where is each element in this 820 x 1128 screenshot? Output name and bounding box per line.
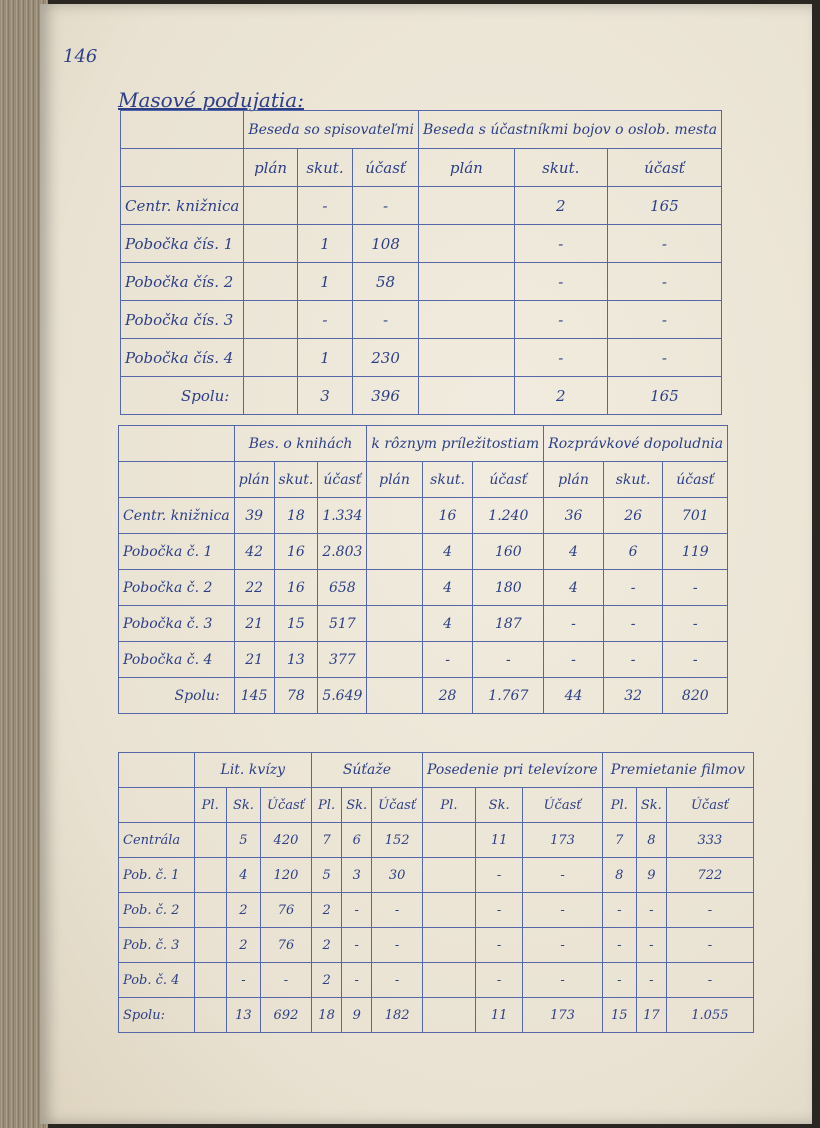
- subheader: Sk.: [226, 788, 260, 823]
- cell: [244, 339, 297, 377]
- cell: 396: [353, 377, 419, 415]
- row-label: Pobočka č. 3: [119, 606, 235, 642]
- table-row: [119, 642, 728, 678]
- cell: [423, 858, 476, 893]
- cell: -: [261, 963, 312, 998]
- cell: -: [602, 928, 636, 963]
- cell: 78: [274, 678, 318, 714]
- table-group-header-row: [121, 111, 722, 149]
- cell: -: [475, 963, 523, 998]
- cell: -: [297, 187, 352, 225]
- cell: [367, 534, 422, 570]
- cell: [244, 301, 297, 339]
- cell: 16: [422, 498, 473, 534]
- cell: 8: [602, 858, 636, 893]
- cell: -: [666, 963, 753, 998]
- cell: -: [663, 570, 728, 606]
- cell: 182: [372, 998, 423, 1033]
- cell: 13: [226, 998, 260, 1033]
- cell: -: [475, 858, 523, 893]
- cell: -: [666, 928, 753, 963]
- row-label: Centrála: [119, 823, 195, 858]
- cell: 165: [607, 377, 721, 415]
- cell: -: [372, 928, 423, 963]
- row-label: Pobočka čís. 1: [121, 225, 244, 263]
- cell: 701: [663, 498, 728, 534]
- row-label: Pob. č. 2: [119, 893, 195, 928]
- cell: 1: [297, 263, 352, 301]
- cell: 1.240: [473, 498, 544, 534]
- group-header: Posedenie pri televízore: [423, 753, 603, 788]
- cell: [423, 823, 476, 858]
- cell: 22: [234, 570, 274, 606]
- row-label: Pobočka č. 4: [119, 642, 235, 678]
- cell: 7: [602, 823, 636, 858]
- page-number: 146: [63, 46, 98, 67]
- row-label: Centr. knižnica: [119, 498, 235, 534]
- subheader: Pl.: [194, 788, 226, 823]
- cell: 11: [475, 823, 523, 858]
- cell: -: [603, 606, 663, 642]
- cell: [194, 823, 226, 858]
- cell: -: [475, 928, 523, 963]
- cell: 16: [274, 570, 318, 606]
- table-row: [119, 928, 754, 963]
- group-header: k rôznym príležitostiam: [367, 426, 544, 462]
- cell: 1: [297, 225, 352, 263]
- cell: 2: [514, 377, 607, 415]
- table-row: [119, 534, 728, 570]
- cell: 4: [226, 858, 260, 893]
- subheader: Účasť: [372, 788, 423, 823]
- cell: 30: [372, 858, 423, 893]
- page-title: Masové podujatia:: [118, 88, 304, 112]
- cell: 692: [261, 998, 312, 1033]
- group-header: Rozprávkové dopoludnia: [544, 426, 728, 462]
- cell: [367, 642, 422, 678]
- cell: 2: [311, 893, 341, 928]
- cell: [419, 187, 515, 225]
- cell: [244, 187, 297, 225]
- subheader: plán: [234, 462, 274, 498]
- cell: 333: [666, 823, 753, 858]
- cell: 2: [514, 187, 607, 225]
- cell: 11: [475, 998, 523, 1033]
- cell: -: [523, 963, 602, 998]
- cell: -: [514, 339, 607, 377]
- subheader: skut.: [422, 462, 473, 498]
- cell: [419, 301, 515, 339]
- cell: [367, 570, 422, 606]
- cell: 1.767: [473, 678, 544, 714]
- subheader: Účasť: [523, 788, 602, 823]
- table-row: [119, 893, 754, 928]
- cell: 76: [261, 928, 312, 963]
- table-group-header-row: [119, 426, 728, 462]
- row-label: Pobočka čís. 2: [121, 263, 244, 301]
- subheader: účasť: [473, 462, 544, 498]
- cell: 3: [342, 858, 372, 893]
- cell: 4: [422, 570, 473, 606]
- group-header: Beseda so spisovateľmi: [244, 111, 419, 149]
- cell: 2: [226, 893, 260, 928]
- table-row: [119, 498, 728, 534]
- subheader: skut.: [297, 149, 352, 187]
- table-kvizy-sutaze: [118, 752, 754, 1033]
- cell: -: [342, 893, 372, 928]
- cell: 722: [666, 858, 753, 893]
- table-group-header-row: [119, 753, 754, 788]
- cell: 21: [234, 642, 274, 678]
- cell: 187: [473, 606, 544, 642]
- cell: -: [607, 339, 721, 377]
- cell: 2: [311, 963, 341, 998]
- cell: -: [666, 893, 753, 928]
- cell: -: [663, 642, 728, 678]
- cell: 42: [234, 534, 274, 570]
- cell: 173: [523, 998, 602, 1033]
- row-label: Pobočka č. 2: [119, 570, 235, 606]
- table-row: [119, 823, 754, 858]
- table-subheader-row: [119, 462, 728, 498]
- row-label: Pob. č. 3: [119, 928, 195, 963]
- cell: -: [353, 301, 419, 339]
- cell: -: [544, 606, 604, 642]
- table-row: [121, 187, 722, 225]
- cell: -: [603, 642, 663, 678]
- cell: [244, 263, 297, 301]
- cell: -: [663, 606, 728, 642]
- cell: -: [602, 963, 636, 998]
- cell: -: [514, 263, 607, 301]
- cell: 21: [234, 606, 274, 642]
- cell: 13: [274, 642, 318, 678]
- cell: [367, 498, 422, 534]
- cell: 420: [261, 823, 312, 858]
- cell: [423, 998, 476, 1033]
- table-row: [121, 263, 722, 301]
- subheader: Sk.: [636, 788, 666, 823]
- cell: 18: [311, 998, 341, 1033]
- cell: -: [523, 858, 602, 893]
- cell: 4: [544, 570, 604, 606]
- cell: 9: [636, 858, 666, 893]
- table-besedy-o-knihach: [118, 425, 728, 714]
- cell: 3: [297, 377, 352, 415]
- cell: 820: [663, 678, 728, 714]
- cell: -: [342, 963, 372, 998]
- subheader: skut.: [603, 462, 663, 498]
- cell: 119: [663, 534, 728, 570]
- cell: [423, 963, 476, 998]
- cell: -: [636, 893, 666, 928]
- subheader: Účasť: [666, 788, 753, 823]
- cell: 17: [636, 998, 666, 1033]
- cell: 658: [318, 570, 367, 606]
- subheader: Pl.: [423, 788, 476, 823]
- cell: -: [544, 642, 604, 678]
- table-row: [119, 963, 754, 998]
- cell: -: [353, 187, 419, 225]
- subheader: účasť: [353, 149, 419, 187]
- cell: 1: [297, 339, 352, 377]
- cell: 1.055: [666, 998, 753, 1033]
- cell: 44: [544, 678, 604, 714]
- cell: -: [372, 963, 423, 998]
- cell: 36: [544, 498, 604, 534]
- subheader: plán: [367, 462, 422, 498]
- subheader: Pl.: [311, 788, 341, 823]
- cell: [423, 893, 476, 928]
- cell: [367, 678, 422, 714]
- cell: 5: [311, 858, 341, 893]
- row-label: Pob. č. 1: [119, 858, 195, 893]
- cell: [419, 263, 515, 301]
- cell: 76: [261, 893, 312, 928]
- cell: -: [297, 301, 352, 339]
- cell: 5.649: [318, 678, 367, 714]
- corner-cell: [119, 426, 235, 462]
- cell: 6: [603, 534, 663, 570]
- cell: 18: [274, 498, 318, 534]
- row-label: Pob. č. 4: [119, 963, 195, 998]
- cell: [194, 858, 226, 893]
- cell: 7: [311, 823, 341, 858]
- group-header: Premietanie filmov: [602, 753, 753, 788]
- cell: -: [636, 928, 666, 963]
- cell: 2: [311, 928, 341, 963]
- subheader: Pl.: [602, 788, 636, 823]
- group-header: Lit. kvízy: [194, 753, 311, 788]
- row-label: Centr. knižnica: [121, 187, 244, 225]
- total-label: Spolu:: [121, 377, 244, 415]
- cell: -: [422, 642, 473, 678]
- cell: -: [607, 301, 721, 339]
- cell: -: [607, 225, 721, 263]
- row-label: Pobočka čís. 4: [121, 339, 244, 377]
- table-subheader-row: [119, 788, 754, 823]
- cell: [419, 225, 515, 263]
- total-label: Spolu:: [119, 678, 235, 714]
- table-row: [119, 570, 728, 606]
- cell: -: [342, 928, 372, 963]
- cell: 173: [523, 823, 602, 858]
- cell: -: [475, 893, 523, 928]
- cell: -: [636, 963, 666, 998]
- cell: [367, 606, 422, 642]
- cell: 15: [274, 606, 318, 642]
- group-header: Beseda s účastníkmi bojov o oslob. mesta: [419, 111, 722, 149]
- cell: -: [226, 963, 260, 998]
- table-row: [119, 858, 754, 893]
- cell: [194, 998, 226, 1033]
- subheader: plán: [544, 462, 604, 498]
- cell: 9: [342, 998, 372, 1033]
- cell: 26: [603, 498, 663, 534]
- cell: 108: [353, 225, 419, 263]
- cell: 4: [422, 534, 473, 570]
- cell: 180: [473, 570, 544, 606]
- cell: 165: [607, 187, 721, 225]
- cell: -: [523, 893, 602, 928]
- group-header: Súťaže: [311, 753, 422, 788]
- table-row: [121, 225, 722, 263]
- cell: 28: [422, 678, 473, 714]
- cell: [194, 928, 226, 963]
- cell: -: [514, 301, 607, 339]
- cell: 39: [234, 498, 274, 534]
- cell: -: [514, 225, 607, 263]
- cell: 377: [318, 642, 367, 678]
- table-subheader-row: [121, 149, 722, 187]
- cell: [194, 893, 226, 928]
- cell: 120: [261, 858, 312, 893]
- cell: [194, 963, 226, 998]
- table-besedy: [120, 110, 722, 415]
- cell: -: [602, 893, 636, 928]
- cell: -: [523, 928, 602, 963]
- group-header: Bes. o knihách: [234, 426, 367, 462]
- corner-cell: [121, 111, 244, 149]
- table-row: [121, 301, 722, 339]
- cell: 16: [274, 534, 318, 570]
- cell: [423, 928, 476, 963]
- cell: [419, 377, 515, 415]
- cell: 32: [603, 678, 663, 714]
- subheader: Sk.: [342, 788, 372, 823]
- subheader: účasť: [663, 462, 728, 498]
- subheader: účasť: [607, 149, 721, 187]
- cell: 15: [602, 998, 636, 1033]
- table-row: [121, 339, 722, 377]
- cell: 8: [636, 823, 666, 858]
- cell: 5: [226, 823, 260, 858]
- table-row: [119, 606, 728, 642]
- cell: 517: [318, 606, 367, 642]
- cell: 4: [544, 534, 604, 570]
- subheader: účasť: [318, 462, 367, 498]
- cell: 6: [342, 823, 372, 858]
- subheader: skut.: [274, 462, 318, 498]
- cell: 230: [353, 339, 419, 377]
- cell: -: [372, 893, 423, 928]
- cell: -: [473, 642, 544, 678]
- row-label: Pobočka čís. 3: [121, 301, 244, 339]
- cell: [244, 377, 297, 415]
- cell: 1.334: [318, 498, 367, 534]
- cell: 4: [422, 606, 473, 642]
- cell: [419, 339, 515, 377]
- subheader: plán: [244, 149, 297, 187]
- cell: 160: [473, 534, 544, 570]
- subheader: Sk.: [475, 788, 523, 823]
- cell: 58: [353, 263, 419, 301]
- cell: [244, 225, 297, 263]
- table-total-row: [119, 998, 754, 1033]
- corner-cell: [119, 753, 195, 788]
- cell: 2.803: [318, 534, 367, 570]
- table-total-row: [119, 678, 728, 714]
- cell: -: [603, 570, 663, 606]
- total-label: Spolu:: [119, 998, 195, 1033]
- cell: 2: [226, 928, 260, 963]
- row-label: Pobočka č. 1: [119, 534, 235, 570]
- table-total-row: [121, 377, 722, 415]
- subheader: Účasť: [261, 788, 312, 823]
- subheader: skut.: [514, 149, 607, 187]
- subheader: plán: [419, 149, 515, 187]
- cell: 152: [372, 823, 423, 858]
- cell: -: [607, 263, 721, 301]
- cell: 145: [234, 678, 274, 714]
